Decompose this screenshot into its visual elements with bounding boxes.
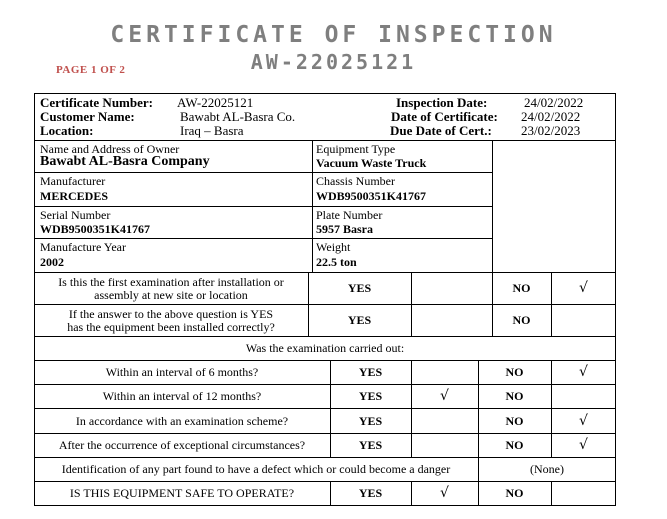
exam-row-yes-checkbox[interactable] xyxy=(411,434,478,457)
exam-row-question: Within an interval of 12 months? xyxy=(102,389,262,403)
q2-line2: has the equipment been installed correctly? xyxy=(67,319,275,334)
q2-yes-checkbox[interactable] xyxy=(411,305,492,336)
safe-no-checkbox[interactable] xyxy=(551,482,616,505)
serial-value: WDB9500351K41767 xyxy=(40,222,151,236)
safe-no-label: NO xyxy=(505,486,524,500)
q2-yes-label: YES xyxy=(347,313,372,327)
equipment-type-label: Equipment Type xyxy=(316,142,396,156)
q1-yes-label: YES xyxy=(347,281,372,295)
manufacturer-value: MERCEDES xyxy=(40,189,109,203)
safe-question: IS THIS EQUIPMENT SAFE TO OPERATE? xyxy=(69,486,295,500)
plate-value: 5957 Basra xyxy=(316,222,373,236)
q1-question xyxy=(34,273,308,304)
q2-question xyxy=(34,305,308,336)
q1-line1: Is this the first examination after installation or xyxy=(58,274,284,289)
cert-number-label: Certificate Number: xyxy=(40,95,153,110)
chassis-label: Chassis Number xyxy=(316,174,395,188)
owner-value: Bawabt AL-Basra Company xyxy=(40,154,210,169)
exam-row-no-label: NO xyxy=(505,438,524,452)
exam-row-yes-checkbox[interactable] xyxy=(411,361,478,384)
safe-yes-label: YES xyxy=(358,486,383,500)
defect-label: Identification of any part found to have a defect which or could become a danger xyxy=(61,462,451,476)
plate-label: Plate Number xyxy=(316,208,383,222)
q2-line1: If the answer to the above question is YES xyxy=(68,306,274,321)
chassis-value: WDB9500351K41767 xyxy=(316,189,427,203)
location-label: Location: xyxy=(40,123,94,138)
customer-label: Customer Name: xyxy=(40,109,135,124)
weight-value: 22.5 ton xyxy=(316,255,357,269)
safe-yes-checkbox[interactable]: √ xyxy=(440,485,449,501)
equipment-type-value: Vacuum Waste Truck xyxy=(316,156,427,170)
q1-line2: assembly at new site or location xyxy=(94,287,248,302)
date-of-cert-value: 24/02/2022 xyxy=(521,109,581,124)
serial-label: Serial Number xyxy=(40,208,111,222)
q2-no-label: NO xyxy=(512,313,531,327)
exam-row-question: After the occurrence of exceptional circumstances? xyxy=(58,438,306,452)
document-title: CERTIFICATE OF INSPECTION xyxy=(110,22,557,48)
exam-row-yes-label: YES xyxy=(358,389,383,403)
location-value: Iraq – Basra xyxy=(180,123,244,138)
exam-row-no-checkbox[interactable]: √ xyxy=(579,437,588,453)
year-value: 2002 xyxy=(40,255,64,269)
exam-row-no-checkbox[interactable]: √ xyxy=(579,412,588,429)
q1-yes-checkbox[interactable] xyxy=(411,273,492,304)
exam-row-no-checkbox[interactable] xyxy=(551,385,616,408)
manufacturer-label: Manufacturer xyxy=(40,174,106,188)
page-indicator: PAGE 1 OF 2 xyxy=(56,64,126,76)
defect-value: (None) xyxy=(530,462,564,476)
cert-number-value: AW-22025121 xyxy=(177,95,254,110)
q2-no-checkbox[interactable] xyxy=(551,305,616,336)
q1-no-checkbox[interactable]: √ xyxy=(579,280,588,296)
owner-label: Name and Address of Owner xyxy=(40,142,180,156)
exam-row-yes-label: YES xyxy=(358,438,383,452)
customer-value: Bawabt AL-Basra Co. xyxy=(180,109,296,124)
exam-row-yes-checkbox[interactable] xyxy=(411,409,478,433)
exam-row-question: In accordance with an examination scheme? xyxy=(75,413,289,428)
exam-row-yes-label: YES xyxy=(358,365,383,379)
exam-row-no-checkbox[interactable]: √ xyxy=(579,364,588,380)
exam-row-no-label: NO xyxy=(505,389,524,403)
exam-row-no-label: NO xyxy=(505,365,524,379)
due-date-value: 23/02/2023 xyxy=(521,123,581,138)
q1-no-label: NO xyxy=(512,281,531,295)
exam-row-no-label: NO xyxy=(505,413,524,428)
exam-row-yes-checkbox[interactable]: √ xyxy=(440,388,449,404)
exam-row-question: Within an interval of 6 months? xyxy=(105,365,259,379)
exam-header: Was the examination carried out: xyxy=(245,341,405,355)
date-of-cert-label: Date of Certificate: xyxy=(391,109,498,124)
weight-label: Weight xyxy=(316,240,351,254)
inspection-date-value: 24/02/2022 xyxy=(524,95,584,110)
exam-row-yes-label: YES xyxy=(358,413,383,428)
certificate-code: AW-22025121 xyxy=(250,50,417,74)
inspection-date-label: Inspection Date: xyxy=(396,95,488,110)
due-date-label: Due Date of Cert.: xyxy=(390,123,492,138)
year-label: Manufacture Year xyxy=(40,240,126,254)
